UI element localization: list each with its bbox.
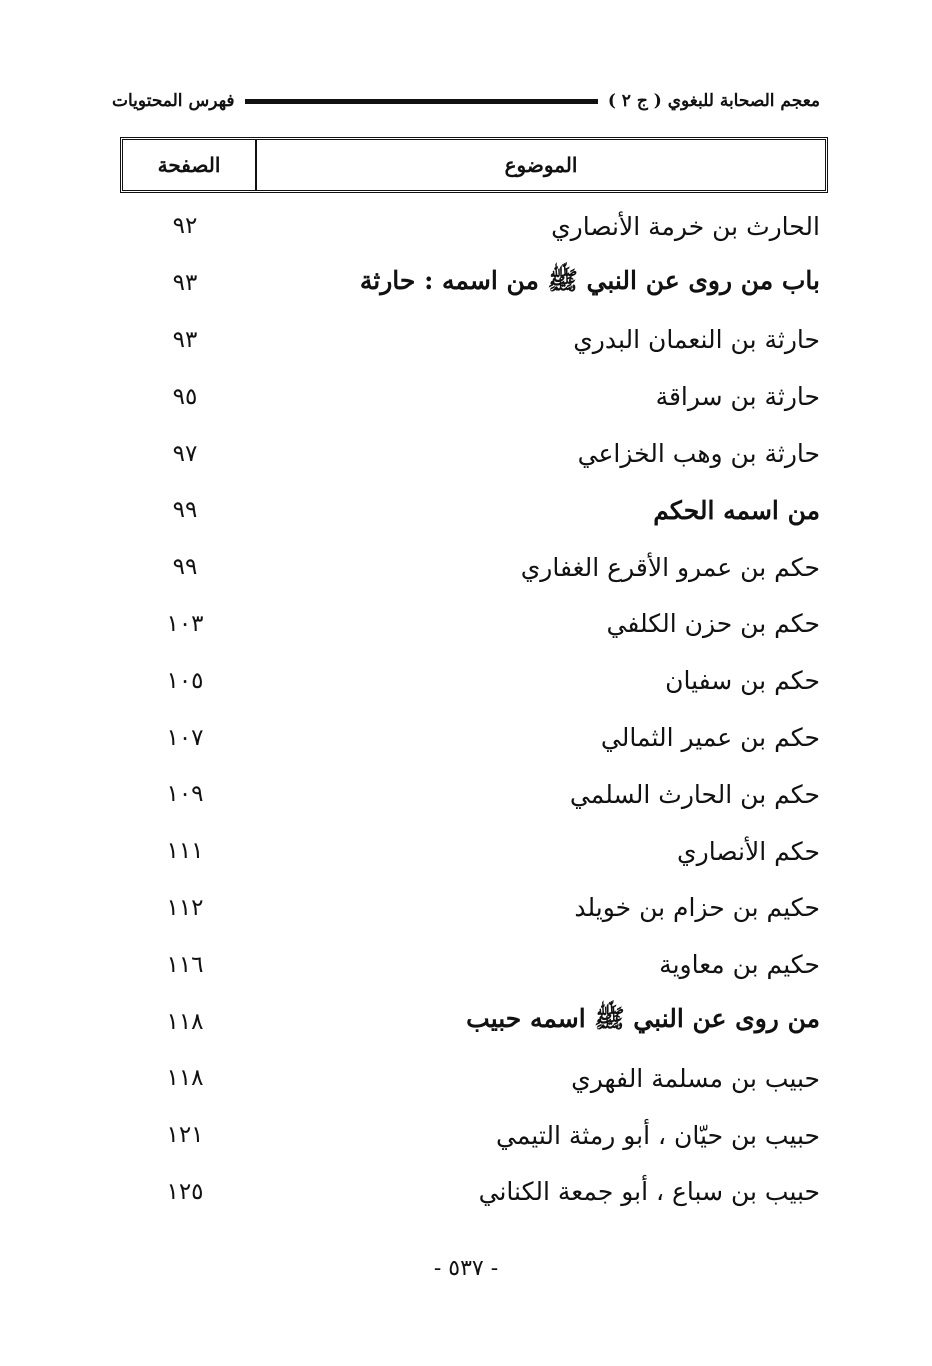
running-header xyxy=(112,86,820,116)
table-row xyxy=(120,312,820,369)
row-topic: حبيب بن حيّان ، أبو رمثة التيمي xyxy=(496,1120,820,1150)
row-page-number: ١٢١ xyxy=(166,1122,204,1149)
table-row xyxy=(120,936,820,993)
table-row xyxy=(120,425,820,482)
row-page-number: ٩٥ xyxy=(172,383,198,410)
table-row xyxy=(120,880,820,937)
table-row xyxy=(120,1107,820,1164)
row-topic: حكيم بن معاوية xyxy=(659,950,820,980)
row-page-number: ٩٩ xyxy=(172,497,198,524)
table-row xyxy=(120,368,820,425)
row-topic: حكم بن سفيان xyxy=(665,666,820,696)
row-page-number: ٩٢ xyxy=(172,213,198,240)
table-row xyxy=(120,709,820,766)
table-row xyxy=(120,1050,820,1107)
table-row xyxy=(120,596,820,653)
row-page-number: ٩٣ xyxy=(172,326,198,353)
row-topic: من اسمه الحكم xyxy=(653,495,820,525)
header-rule xyxy=(245,99,598,104)
column-header-topic: الموضوع xyxy=(504,153,578,177)
row-page-number: ١٠٧ xyxy=(166,724,204,751)
row-topic: من روى عن النبي ﷺ اسمه حبيب xyxy=(466,1004,820,1034)
row-page-number: ٩٧ xyxy=(172,440,198,467)
row-topic: حبيب بن مسلمة الفهري xyxy=(571,1063,820,1093)
row-topic: حكم الأنصاري xyxy=(677,836,820,866)
row-page-number: ١٠٣ xyxy=(166,610,204,637)
row-page-number: ٩٣ xyxy=(172,270,198,297)
row-page-number: ١١٨ xyxy=(166,1008,204,1035)
table-row xyxy=(120,198,820,255)
row-page-number: ١١١ xyxy=(166,838,204,865)
row-page-number: ١٠٩ xyxy=(166,781,204,808)
table-row xyxy=(120,652,820,709)
section-heading-row xyxy=(120,993,820,1050)
table-row xyxy=(120,823,820,880)
row-page-number: ٩٩ xyxy=(172,554,198,581)
row-topic: حكم بن الحارث السلمي xyxy=(569,779,820,809)
row-topic: حكم بن حزن الكلفي xyxy=(606,609,820,639)
section-heading-row xyxy=(120,255,820,312)
book-title: معجم الصحابة للبغوي ( ج ٢ ) xyxy=(607,91,820,111)
section-heading-row xyxy=(120,482,820,539)
row-page-number: ١١٦ xyxy=(166,951,204,978)
row-topic: حبيب بن سباع ، أبو جمعة الكناني xyxy=(478,1177,820,1207)
row-topic: الحارث بن خرمة الأنصاري xyxy=(551,211,820,241)
row-topic: حكيم بن حزام بن خويلد xyxy=(574,893,820,923)
contents-list xyxy=(120,198,820,1220)
row-topic: باب من روى عن النبي ﷺ من اسمه : حارثة xyxy=(359,265,820,295)
row-topic: حارثة بن وهب الخزاعي xyxy=(577,439,820,469)
table-row xyxy=(120,766,820,823)
row-page-number: ١١٢ xyxy=(166,894,204,921)
table-row xyxy=(120,1164,820,1221)
table-header xyxy=(120,137,828,193)
row-topic: حارثة بن سراقة xyxy=(655,382,820,412)
row-page-number: ١١٨ xyxy=(166,1065,204,1092)
column-header-page: الصفحة xyxy=(123,140,257,190)
row-page-number: ١٠٥ xyxy=(166,667,204,694)
row-page-number: ١٢٥ xyxy=(166,1178,204,1205)
row-topic: حكم بن عمرو الأقرع الغفاري xyxy=(520,552,820,582)
row-topic: حكم بن عمير الثمالي xyxy=(600,723,820,753)
page-number: - ٥٣٧ - xyxy=(433,1256,499,1281)
table-row xyxy=(120,539,820,596)
section-title: فهرس المحتويات xyxy=(112,91,235,111)
row-topic: حارثة بن النعمان البدري xyxy=(573,325,820,355)
